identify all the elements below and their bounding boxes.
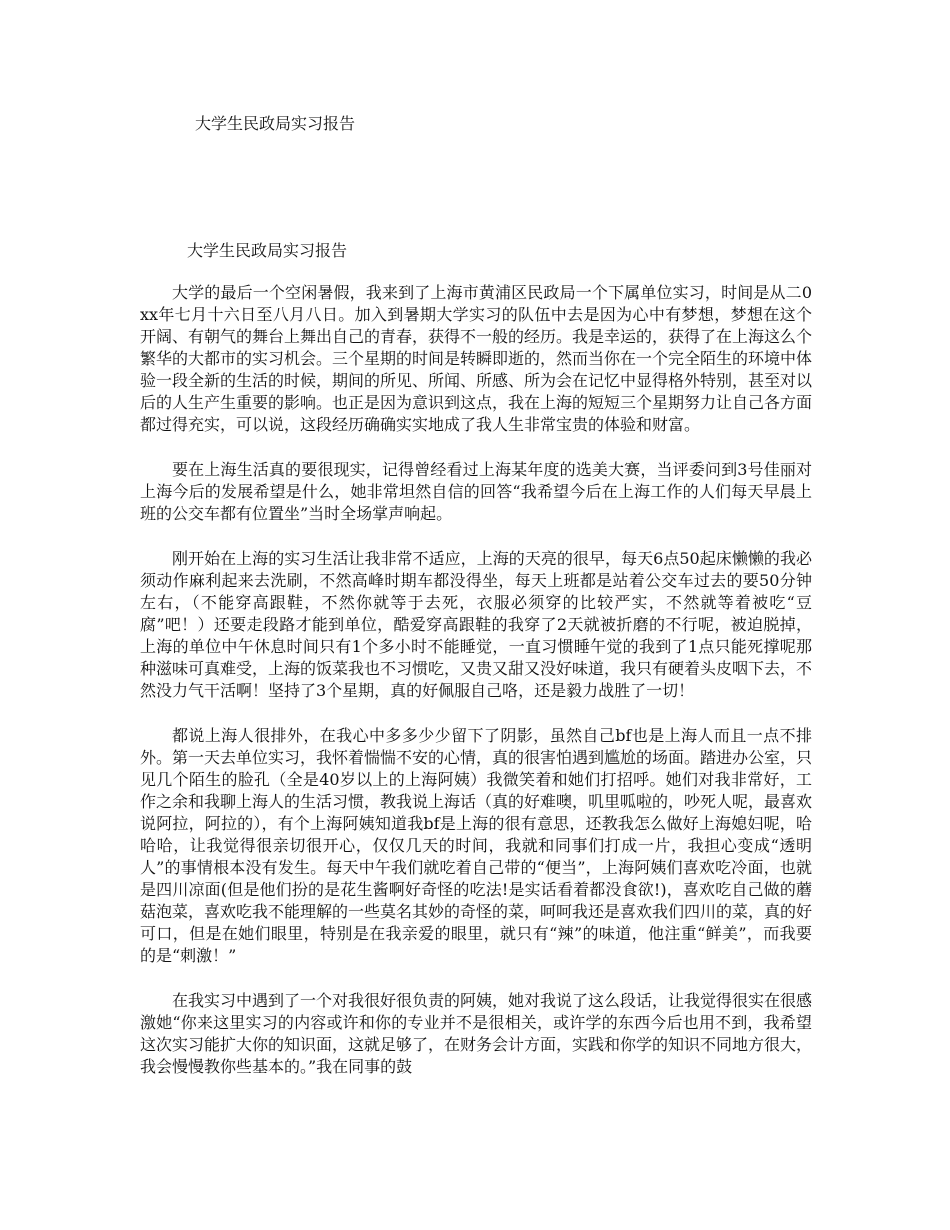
- page-header: 大学生民政局实习报告: [195, 114, 356, 133]
- document-title: 大学生民政局实习报告: [187, 241, 348, 260]
- paragraph: 在我实习中遇到了一个对我很好很负责的阿姨，她对我说了这么段话，让我觉得很实在很感激她“你来这里实习的内容或许和你的专业并不是很相关，或许学的东西今后也用不到，我希望这次实习能扩大你的知识面，这就足够了，在财务会计方面，实践和你学的知识不同地方很大，我会慢慢教你些基本的。”我在同事的鼓: [140, 991, 813, 1076]
- paragraph: 要在上海生活真的要很现实，记得曾经看过上海某年度的选美大赛，当评委问到3号佳丽对上海今后的发展希望是什么，她非常坦然自信的回答“我希望今后在上海工作的人们每天早晨上班的公交车都有位置坐”当时全场掌声响起。: [140, 460, 812, 523]
- document-body: [140, 282, 812, 1101]
- paragraph: 都说上海人很排外，在我心中多多少少留下了阴影，虽然自己bf也是上海人而且一点不排外。第一天去单位实习，我怀着惴惴不安的心情，真的很害怕遇到尴尬的场面。踏进办公室，只见几个陌生的脸孔（全是40岁以上的上海阿姨）我微笑着和她们打招呼。她们对我非常好，工作之余和我聊上海人的生活习惯，教我说上海话（真的好难噢，叽里呱啦的，吵死人呢，最喜欢说阿拉，阿拉的），有个上海阿姨知道我bf是上海的很有意思，还教我怎么做好上海媳妇呢，哈哈哈，让我觉得很亲切很开心，仅仅几天的时间，我就和同事们打成一片，我担心变成“透明人”的事情根本没有发生。每天中午我们就吃着自己带的“便当”，上海阿姨们喜欢吃冷面，也就是四川凉面(但是他们扮的是花生酱啊好奇怪的吃法!是实话看着都没食欲!)，喜欢吃自己做的蘑菇泡菜，喜欢吃我不能理解的一些莫名其妙的奇怪的菜，呵呵我还是喜欢我们四川的菜，真的好可口，但是在她们眼里，特别是在我亲爱的眼里，就只有“辣”的味道，他注重“鲜美”，而我要的是“刺激！”: [140, 726, 813, 965]
- paragraph: 刚开始在上海的实习生活让我非常不适应，上海的天亮的很早，每天6点50起床懒懒的我必须动作麻利起来去洗刷，不然高峰时期车都没得坐，每天上班都是站着公交车过去的要50分钟左右，（不能穿高跟鞋，不然你就等于去死，衣服必须穿的比较严实，不然就等着被吃“豆腐”吧！）还要走段路才能到单位，酷爱穿高跟鞋的我穿了2天就被折磨的不行呢，被迫脱掉，上海的单位中午休息时间只有1个多小时不能睡觉，一直习惯睡午觉的我到了1点只能死撑呢那种滋味可真难受，上海的饭菜我也不习惯吃，又贵又甜又没好味道，我只有硬着头皮咽下去，不然没力气干活啊！坚持了3个星期，真的好佩服自己咯，还是毅力战胜了一切！: [140, 549, 813, 700]
- paragraph: 大学的最后一个空闲暑假，我来到了上海市黄浦区民政局一个下属单位实习，时间是从二0xx年七月十六日至八月八日。加入到暑期大学实习的队伍中去是因为心中有梦想，梦想在这个开阔、有朝气的舞台上舞出自己的青春，获得不一般的经历。我是幸运的，获得了在上海这么个繁华的大都市的实习机会。三个星期的时间是转瞬即逝的，然而当你在一个完全陌生的环境中体验一段全新的生活的时候，期间的所见、所闻、所感、所为会在记忆中显得格外特别，甚至对以后的人生产生重要的影响。也正是因为意识到这点，我在上海的短短三个星期努力让自己各方面都过得充实，可以说，这段经历确确实实地成了我人生非常宝贵的体验和财富。: [140, 283, 813, 434]
